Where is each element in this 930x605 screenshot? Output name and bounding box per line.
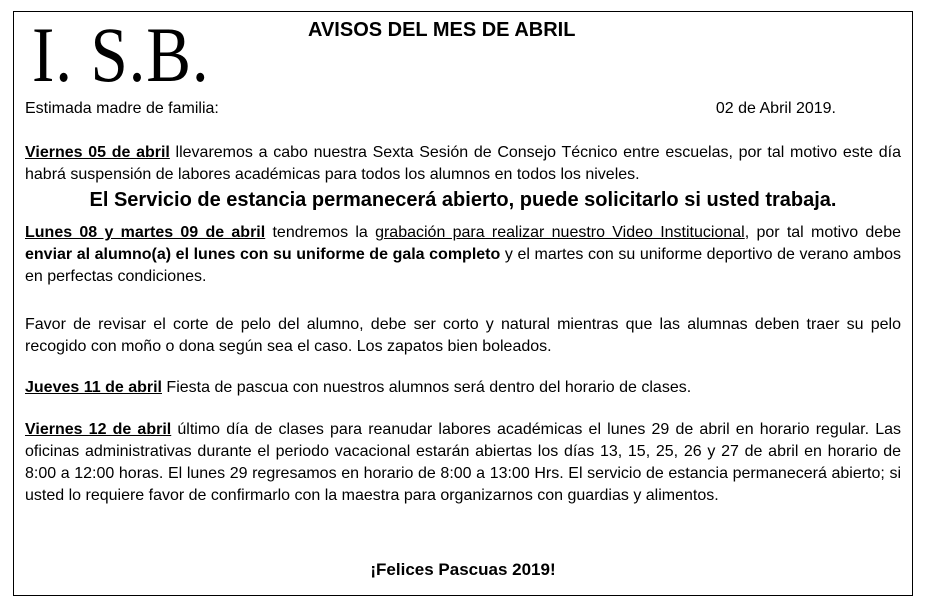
notice-date-1: Viernes 05 de abril (25, 144, 170, 161)
greeting: Estimada madre de familia: (25, 100, 219, 117)
letter-date: 02 de Abril 2019. (715, 100, 836, 117)
uniform-instruction: enviar al alumno(a) el lunes con su uniforme de gala completo (25, 246, 501, 263)
notice-paragraph-5 (25, 419, 901, 507)
notice-paragraph-2 (25, 222, 901, 288)
notice-text-3: Favor de revisar el corte de pelo del alumno, debe ser corto y natural mientras que las alumnas deben traer su pelo recogido con moño o dona según sea el caso. Los zapatos bien boleados. (25, 316, 901, 355)
notice-paragraph-4 (25, 377, 901, 399)
school-logo: I. S.B. (32, 11, 210, 98)
notice-text-1: llevaremos a cabo nuestra Sexta Sesión de Consejo Técnico entre escuelas, por tal motivo este día habrá suspensión de labores académicas para todos los alumnos en todos los niveles. (25, 144, 901, 183)
notice-date-2: Lunes 08 y martes 09 de abril (25, 224, 266, 241)
notice-date-5: Viernes 12 de abril (25, 421, 172, 438)
notice-text-2c: y el martes con su uniforme deportivo de verano ambos en perfectas condiciones. (25, 246, 901, 285)
notice-text-4: Fiesta de pascua con nuestros alumnos será dentro del horario de clases. (161, 379, 692, 396)
notice-paragraph-3 (25, 314, 901, 358)
video-recording-note: grabación para realizar nuestro Video Institucional (375, 224, 745, 241)
notice-text-2a: tendremos la (265, 224, 376, 241)
closing-greeting: ¡Felices Pascuas 2019! (370, 560, 556, 579)
notice-frame (13, 11, 913, 596)
page-title: AVISOS DEL MES DE ABRIL (308, 19, 576, 41)
notice-text-5: último día de clases para reanudar labores académicas el lunes 29 de abril en horario regular. Las oficinas administrativas durante el periodo vacacional estarán abiertas los días 13, 15, 25, 26 y 27 de abril en horario de 8:00 a 12:00 horas. El lunes 29 regresamos en horario de 8:00 a 13:00 Hrs. El servicio de estancia permanecerá abierto; si usted lo requiere favor de confirmarlo con la maestra para organizarnos con guardias y alimentos. (25, 421, 902, 504)
notice-text-2b: , por tal motivo debe (744, 224, 902, 241)
daycare-banner: El Servicio de estancia permanecerá abierto, puede solicitarlo si usted trabaja. (89, 189, 837, 211)
notice-paragraph-1 (25, 142, 901, 186)
notice-date-4: Jueves 11 de abril (25, 379, 162, 396)
